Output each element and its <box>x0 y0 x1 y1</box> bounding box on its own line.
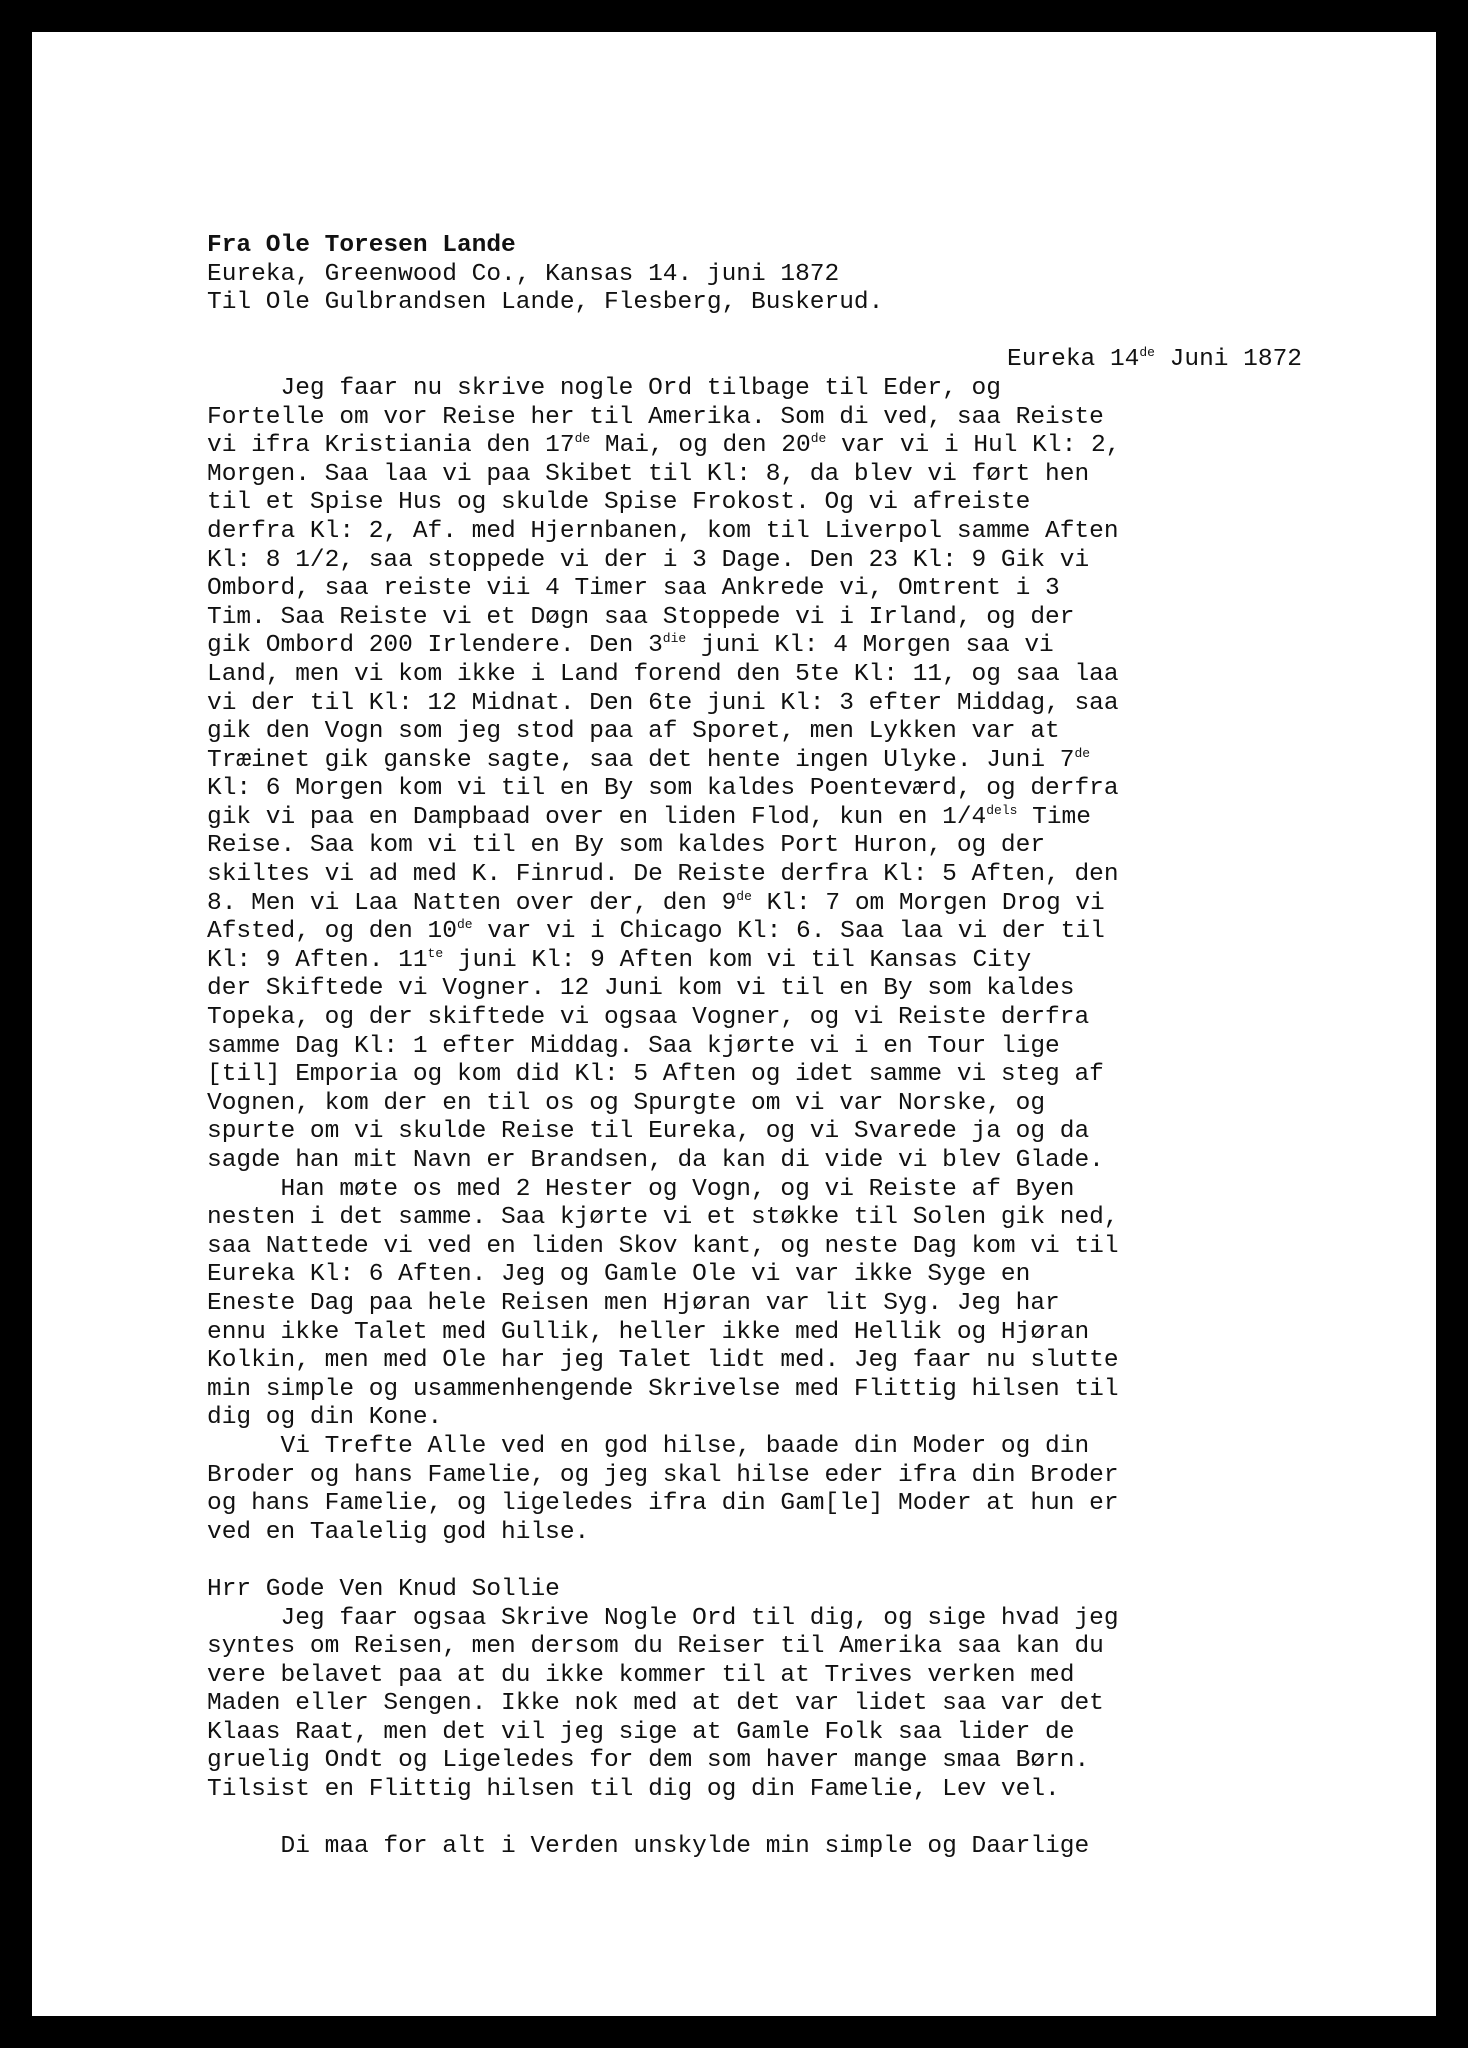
body-line: spurte om vi skulde Reise til Eureka, og vi Svarede ja og da <box>207 1118 1090 1146</box>
body-line: min simple og usammenhengende Skrivelse med Flittig hilsen til <box>207 1375 1119 1403</box>
body-line: Afsted, og den 10de var vi i Chicago Kl: 6. Saa laa vi der til <box>207 917 1105 946</box>
body-line: Kl: 8 1/2, saa stoppede vi der i 3 Dage. Den 23 Kl: 9 Gik vi <box>207 546 1090 574</box>
body-line: skiltes vi ad med K. Finrud. De Reiste derfra Kl: 5 Aften, den <box>207 861 1119 889</box>
body-line: Jeg faar nu skrive nogle Ord tilbage til Eder, og <box>207 374 1001 402</box>
body-line: syntes om Reisen, men dersom du Reiser til Amerika saa kan du <box>207 1633 1104 1661</box>
body-line: vere belavet paa at du ikke kommer til at Trives verken med <box>207 1661 1075 1689</box>
body-line: gik den Vogn som jeg stod paa af Sporet, men Lykken var at <box>207 718 1060 746</box>
body-line: gik Ombord 200 Irlendere. Den $3^{die}$ juni Kl: 4 Morgen saa vi <box>207 631 1054 660</box>
body-line: nesten i det samme. Saa kjørte vi et støkke til Solen gik ned, <box>207 1204 1119 1232</box>
body-line: Han møte os med 2 Hester og Vogn, og vi Reiste af Byen <box>207 1175 1075 1203</box>
letter-recipient: Til Ole Gulbrandsen Lande, Flesberg, Buskerud. <box>207 289 884 317</box>
body-line: 8. Men vi Laa Natten over der, den 9de Kl: 7 om Morgen Drog vi <box>207 888 1105 917</box>
body-line: Kl: 9 Aften. $11^{te}$ juni Kl: 9 Aften kom vi til Kansas City <box>207 945 1032 974</box>
body-line: Tilsist en Flittig hilsen til dig og din Famelie, Lev vel. <box>207 1776 1060 1804</box>
letter-sender: Fra Ole Toresen Lande <box>207 232 516 259</box>
letter-place-date: Eureka, Greenwood Co., Kansas 14. juni 1872 <box>207 260 840 288</box>
body-line: Hrr Gode Ven Knud Sollie <box>207 1575 560 1603</box>
body-line: ennu ikke Talet med Gullik, heller ikke med Hellik og Hjøran <box>207 1318 1090 1346</box>
body-line: Klaas Raat, men det vil jeg sige at Gamle Folk saa lider de <box>207 1718 1075 1746</box>
body-line: saa Nattede vi ved en liden Skov kant, og neste Dag kom vi til <box>207 1232 1119 1260</box>
spacer <box>207 318 1302 347</box>
body-line: vi ifra Kristiania den 17de Mai, og den 20de var vi i Hul Kl: 2, <box>207 431 1121 460</box>
body-line: Broder og hans Famelie, og jeg skal hilse eder ifra din Broder <box>207 1461 1119 1489</box>
body-line: ved en Taalelig god hilse. <box>207 1518 590 1546</box>
body-line: Træinet gik ganske sagte, saa det hente ingen Ulyke. Juni 7de <box>207 745 1091 774</box>
body-line: Land, men vi kom ikke i Land forend den 5te Kl: 11, og saa laa <box>207 660 1119 688</box>
body-line: sagde han mit Navn er Brandsen, da kan di vide vi blev Glade. <box>207 1147 1104 1174</box>
letter-body <box>207 375 1302 1862</box>
body-line: Jeg faar ogsaa Skrive Nogle Ord til dig, og sige hvad jeg <box>207 1604 1119 1632</box>
body-line <box>207 1805 1302 1834</box>
body-line: Vognen, kom der en til os og Spurgte om vi var Norske, og <box>207 1089 1046 1117</box>
body-line: Fortelle om vor Reise her til Amerika. Som di ved, saa Reiste <box>207 403 1104 431</box>
body-line: Tim. Saa Reiste vi et Døgn saa Stoppede vi i Irland, og der <box>207 603 1075 631</box>
body-line: samme Dag Kl: 1 efter Middag. Saa kjørte vi i en Tour lige <box>207 1032 1060 1060</box>
body-line: Eureka Kl: 6 Aften. Jeg og Gamle Ole vi var ikke Syge en <box>207 1261 1031 1289</box>
body-line: Kl: 6 Morgen kom vi til en By som kaldes Poenteværd, og derfra <box>207 775 1119 803</box>
body-line: Ombord, saa reiste vii 4 Timer saa Ankrede vi, Omtrent i 3 <box>207 575 1060 603</box>
body-line: Maden eller Sengen. Ikke nok med at det var lidet saa var det <box>207 1690 1104 1718</box>
body-line: Di maa for alt i Verden unskylde min simple og Daarlige <box>207 1833 1090 1861</box>
body-line: [til] Emporia og kom did Kl: 5 Aften og idet samme vi steg af <box>207 1061 1104 1089</box>
body-line: Topeka, og der skiftede vi ogsaa Vogner, og vi Reiste derfra <box>207 1004 1090 1032</box>
body-line: der Skiftede vi Vogner. 12 Juni kom vi til en By som kaldes <box>207 975 1075 1003</box>
body-line: Kolkin, men med Ole har jeg Talet lidt med. Jeg faar nu slutte <box>207 1347 1119 1375</box>
body-line: Morgen. Saa laa vi paa Skibet til Kl: 8, da blev vi ført hen <box>207 460 1090 488</box>
letter-text <box>207 232 1302 1862</box>
letter-date: Eureka 14de Juni 1872 <box>1007 345 1302 374</box>
body-line: gik vi paa en Dampbaad over en liden Flod, kun en $1/4^{dels}$ Time <box>207 802 1091 831</box>
body-line <box>207 1547 1302 1576</box>
body-line: dig og din Kone. <box>207 1404 443 1432</box>
body-line: til et Spise Hus og skulde Spise Frokost. Og vi afreiste <box>207 489 1031 517</box>
body-line: vi der til Kl: 12 Midnat. Den 6te juni Kl: 3 efter Middag, saa <box>207 689 1119 717</box>
body-line: gruelig Ondt og Ligeledes for dem som haver mange smaa Børn. <box>207 1747 1090 1775</box>
body-line: Vi Trefte Alle ved en god hilse, baade din Moder og din <box>207 1432 1090 1460</box>
body-line: Reise. Saa kom vi til en By som kaldes Port Huron, og der <box>207 832 1046 860</box>
body-line: derfra Kl: 2, Af. med Hjernbanen, kom til Liverpol samme Aften <box>207 517 1119 545</box>
body-line: Eneste Dag paa hele Reisen men Hjøran var lit Syg. Jeg har <box>207 1289 1060 1317</box>
body-line: og hans Famelie, og ligeledes ifra din Gam[le] Moder at hun er <box>207 1490 1119 1518</box>
document-page <box>32 32 1436 2016</box>
